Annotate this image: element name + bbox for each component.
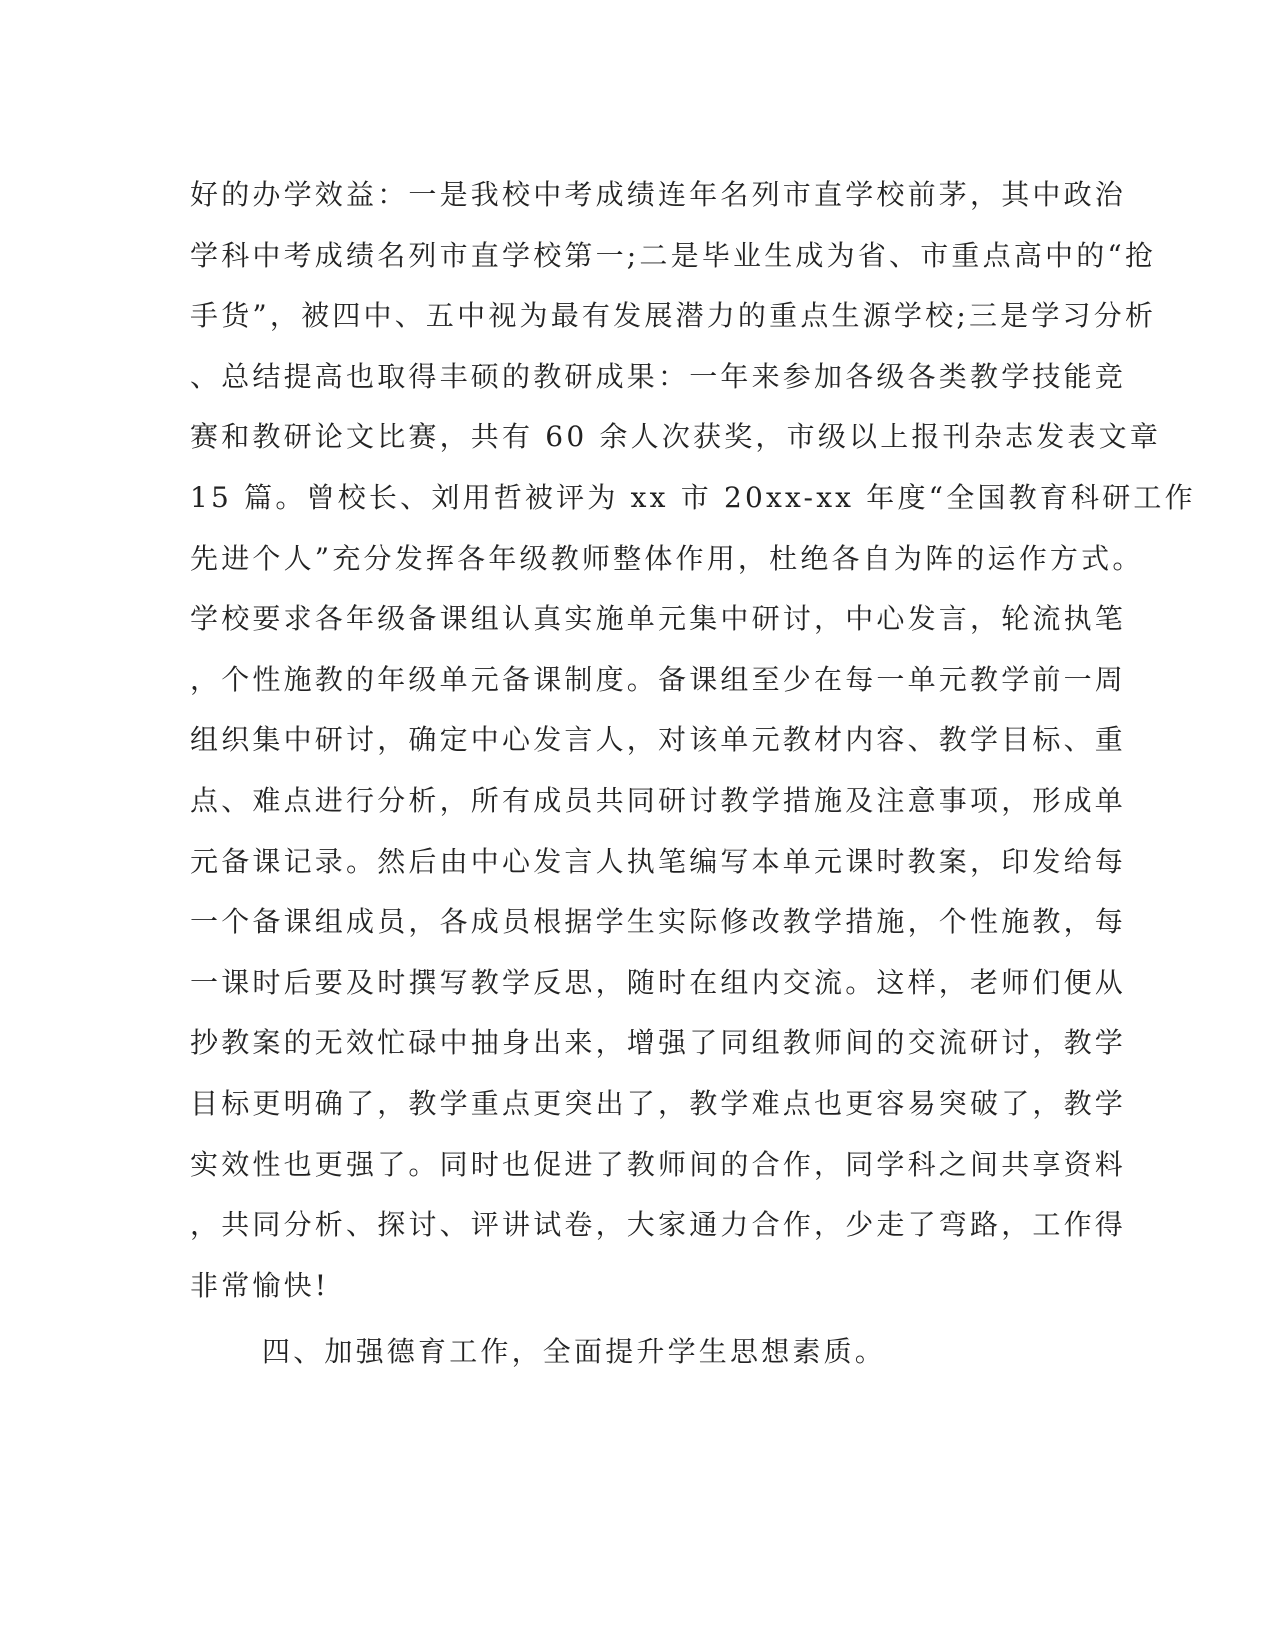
text-line: 赛和教研论文比赛，共有 60 余人次获奖，市级以上报刊杂志发表文章 <box>190 420 1162 454</box>
text-line: 手货”，被四中、五中视为最有发展潜力的重点生源学校;三是学习分析 <box>190 299 1157 333</box>
text-line: 组织集中研讨，确定中心发言人，对该单元教材内容、教学目标、重 <box>190 723 1127 757</box>
text-line: 元备课记录。然后由中心发言人执笔编写本单元课时教案，印发给每 <box>190 844 1127 878</box>
text-line: 一课时后要及时撰写教学反思，随时在组内交流。这样，老师们便从 <box>190 965 1127 999</box>
section-heading: 四、加强德育工作，全面提升学生思想素质。 <box>262 1335 887 1369</box>
text-line: 学校要求各年级备课组认真实施单元集中研讨，中心发言，轮流执笔 <box>190 602 1127 636</box>
text-line: 、总结提高也取得丰硕的教研成果：一年来参加各级各类教学技能竞 <box>190 359 1127 393</box>
text-line: ，共同分析、探讨、评讲试卷，大家通力合作，少走了弯路，工作得 <box>190 1208 1127 1242</box>
text-line: ，个性施教的年级单元备课制度。备课组至少在每一单元教学前一周 <box>190 662 1127 696</box>
text-line: 15 篇。曾校长、刘用哲被评为 xx 市 20xx-xx 年度“全国教育科研工作 <box>190 480 1196 514</box>
text-line: 目标更明确了，教学重点更突出了，教学难点也更容易突破了，教学 <box>190 1086 1127 1120</box>
text-line: 点、难点进行分析，所有成员共同研讨教学措施及注意事项，形成单 <box>190 783 1127 817</box>
text-line: 先进个人”充分发挥各年级教师整体作用，杜绝各自为阵的运作方式。 <box>190 541 1144 575</box>
text-line: 好的办学效益：一是我校中考成绩连年名列市直学校前茅，其中政治 <box>190 178 1127 211</box>
text-line: 非常愉快! <box>190 1268 330 1302</box>
text-line: 学科中考成绩名列市直学校第一;二是毕业生成为省、市重点高中的“抢 <box>190 238 1157 272</box>
text-line: 一个备课组成员，各成员根据学生实际修改教学措施，个性施教，每 <box>190 905 1127 939</box>
text-line: 实效性也更强了。同时也促进了教师间的合作，同学科之间共享资料 <box>190 1147 1127 1181</box>
body-text <box>190 165 1196 1382</box>
text-line: 抄教案的无效忙碌中抽身出来，增强了同组教师间的交流研讨，教学 <box>190 1026 1127 1060</box>
